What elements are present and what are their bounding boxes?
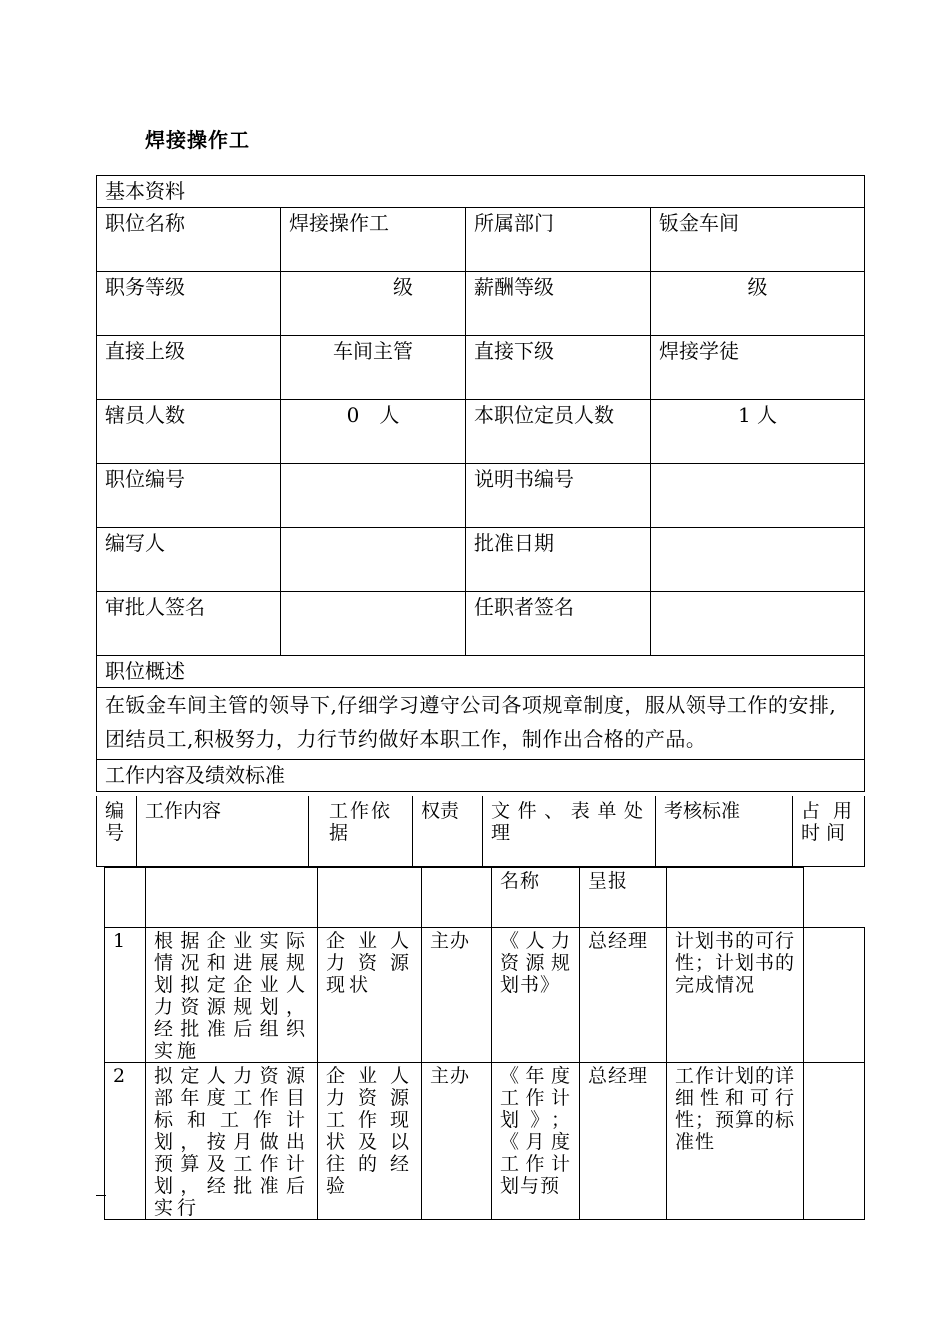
subheader-empty-7 <box>667 868 804 928</box>
label-job-grade: 职务等级 <box>97 272 281 336</box>
row2-report-to: 总经理 <box>580 1063 667 1220</box>
value-holder-signature <box>651 592 865 656</box>
value-approver-signature <box>281 592 466 656</box>
row1-report-to: 总经理 <box>580 928 667 1063</box>
row1-time-occupied <box>804 928 865 1063</box>
row1-responsibility: 主办 <box>422 928 492 1063</box>
section-position-summary: 职位概述 <box>97 656 865 688</box>
row1-work-content: 根据企业实际情况和进展规划拟定企业人力资源规划，经批准后组织实施 <box>146 928 318 1063</box>
work-items-table <box>104 867 865 1220</box>
table-edge-line <box>96 1195 106 1196</box>
header-assessment-standard: 考核标准 <box>656 796 793 866</box>
value-department: 钣金车间 <box>651 208 865 272</box>
label-salary-grade: 薪酬等级 <box>466 272 651 336</box>
value-approval-date <box>651 528 865 592</box>
subheader-empty-1 <box>105 868 146 928</box>
page-title: 焊接操作工 <box>145 128 250 152</box>
row2-time-occupied <box>804 1063 865 1220</box>
value-staff-count: 0 人 <box>281 400 466 464</box>
header-document-handling: 文件、表单处理 <box>483 796 656 866</box>
row2-work-content: 拟定人力资源部年度工作目标和工作计划，按月做出预算及工作计划，经批准后实行 <box>146 1063 318 1220</box>
subheader-empty-8 <box>804 868 865 928</box>
subheader-empty-2 <box>146 868 318 928</box>
position-summary-text: 在钣金车间主管的领导下,仔细学习遵守公司各项规章制度，服从领导工作的安排,团结员工,积极努力，力行节约做好本职工作，制作出合格的产品。 <box>97 688 865 760</box>
label-position-name: 职位名称 <box>97 208 281 272</box>
value-job-grade: 级 <box>281 272 466 336</box>
subheader-report-to: 呈报 <box>580 868 667 928</box>
header-work-content: 工作内容 <box>137 796 309 866</box>
value-headcount: 1 人 <box>651 400 865 464</box>
value-direct-superior: 车间主管 <box>281 336 466 400</box>
row1-doc-name: 《人力资源规划书》 <box>492 928 580 1063</box>
value-spec-code <box>651 464 865 528</box>
row2-assessment-standard: 工作计划的详细性和可行性；预算的标准性 <box>667 1063 804 1220</box>
value-position-code <box>281 464 466 528</box>
row1-work-basis: 企业人力资源现状 <box>318 928 422 1063</box>
label-approver-signature: 审批人签名 <box>97 592 281 656</box>
subheader-empty-4 <box>422 868 492 928</box>
label-staff-count: 辖员人数 <box>97 400 281 464</box>
row2-responsibility: 主办 <box>422 1063 492 1220</box>
work-header-table <box>96 796 865 867</box>
row2-work-basis: 企业人力资源工作现状及以往的经验 <box>318 1063 422 1220</box>
label-position-code: 职位编号 <box>97 464 281 528</box>
value-position-name: 焊接操作工 <box>281 208 466 272</box>
subheader-empty-3 <box>318 868 422 928</box>
row1-assessment-standard: 计划书的可行性；计划书的完成情况 <box>667 928 804 1063</box>
header-time-occupied: 占用时间 <box>793 796 865 866</box>
label-holder-signature: 任职者签名 <box>466 592 651 656</box>
row1-number: 1 <box>105 928 146 1063</box>
header-number: 编号 <box>97 796 137 866</box>
header-responsibility: 权责 <box>413 796 483 866</box>
value-author <box>281 528 466 592</box>
row2-number: 2 <box>105 1063 146 1220</box>
label-spec-code: 说明书编号 <box>466 464 651 528</box>
section-basic-info: 基本资料 <box>97 176 865 208</box>
label-direct-superior: 直接上级 <box>97 336 281 400</box>
header-work-basis: 工作依据 <box>309 796 413 866</box>
value-salary-grade: 级 <box>651 272 865 336</box>
label-direct-subordinate: 直接下级 <box>466 336 651 400</box>
label-headcount: 本职位定员人数 <box>466 400 651 464</box>
value-direct-subordinate: 焊接学徒 <box>651 336 865 400</box>
section-work-content: 工作内容及绩效标准 <box>97 760 865 792</box>
basic-info-table <box>96 175 865 792</box>
label-department: 所属部门 <box>466 208 651 272</box>
label-approval-date: 批准日期 <box>466 528 651 592</box>
label-author: 编写人 <box>97 528 281 592</box>
subheader-doc-name: 名称 <box>492 868 580 928</box>
row2-doc-name: 《年度工作计划》；《月度工作计划与预 <box>492 1063 580 1220</box>
